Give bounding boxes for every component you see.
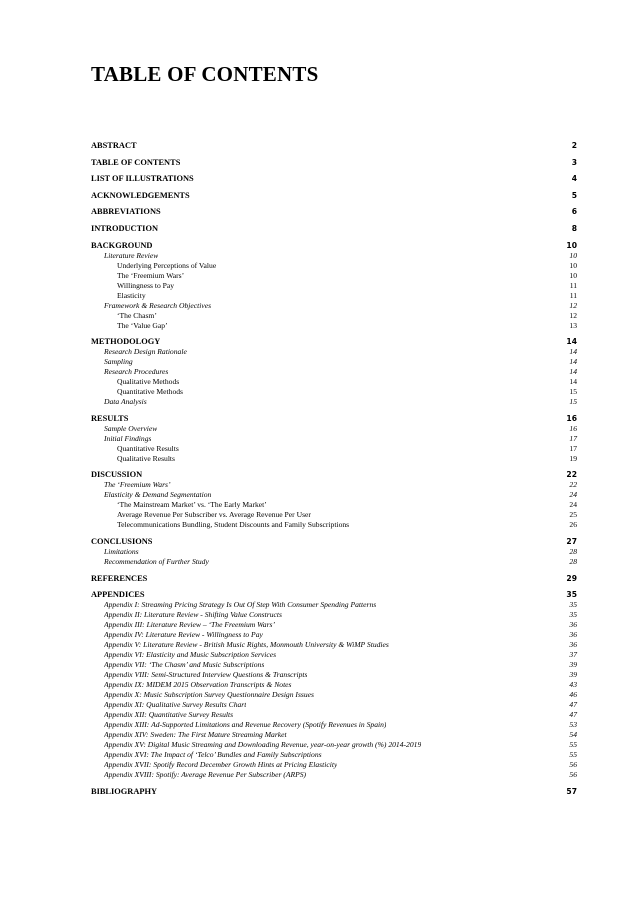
toc-entry-label: RESULTS <box>91 413 129 423</box>
toc-page-number: 10 <box>569 260 577 270</box>
toc-page-number: 55 <box>569 750 577 760</box>
toc-page-number: 10 <box>566 240 577 250</box>
toc-subsection[interactable] <box>91 357 577 367</box>
toc-entry-label: ‘The Chasm’ <box>117 310 157 320</box>
toc-entry-label: INTRODUCTION <box>91 223 159 233</box>
toc-section-heading[interactable] <box>91 469 577 480</box>
toc-entry-label: Initial Findings <box>104 433 152 443</box>
toc-entry-label: Appendix V: Literature Review - British Music Rights, Monmouth University & WiMP Studies <box>104 640 389 650</box>
toc-page-number: 4 <box>571 174 577 184</box>
toc-page-number: 39 <box>569 660 577 670</box>
toc-page-number: 10 <box>569 250 577 260</box>
toc-subsection[interactable] <box>91 600 577 610</box>
toc-page-number: 3 <box>571 157 577 167</box>
toc-section-heading[interactable] <box>91 157 577 168</box>
toc-entry-label: Average Revenue Per Subscriber vs. Average Revenue Per User <box>117 510 311 520</box>
table-of-contents <box>91 140 577 797</box>
toc-page-number: 14 <box>569 347 577 357</box>
toc-page-number: 13 <box>569 320 577 330</box>
toc-section <box>91 536 577 567</box>
toc-subsection[interactable] <box>91 640 577 650</box>
toc-page-number: 6 <box>571 207 577 217</box>
toc-subsubsection[interactable] <box>91 510 577 520</box>
toc-page-number: 16 <box>566 413 577 423</box>
toc-entry-label: Appendix VI: Elasticity and Music Subscription Services <box>104 650 277 660</box>
toc-page-number: 36 <box>569 630 577 640</box>
toc-page-number: 15 <box>569 397 577 407</box>
toc-section <box>91 223 577 234</box>
toc-page-number: 54 <box>569 730 577 740</box>
toc-subsection[interactable] <box>91 490 577 500</box>
toc-subsection[interactable] <box>91 547 577 557</box>
toc-subsubsection[interactable] <box>91 387 577 397</box>
toc-entry-label: Appendix X: Music Subscription Survey Questionnaire Design Issues <box>104 690 314 700</box>
toc-page-number: 56 <box>569 760 577 770</box>
toc-subsection[interactable] <box>91 670 577 680</box>
toc-entry-label: Telecommunications Bundling, Student Discounts and Family Subscriptions <box>117 520 350 530</box>
toc-subsection[interactable] <box>91 660 577 670</box>
toc-entry-label: Underlying Perceptions of Value <box>117 260 217 270</box>
toc-page-number: 39 <box>569 670 577 680</box>
toc-page-number: 17 <box>569 433 577 443</box>
toc-entry-label: Sampling <box>104 357 133 367</box>
toc-entry-label: Framework & Research Objectives <box>104 300 212 310</box>
toc-entry-label: Appendix XIV: Sweden: The First Mature Streaming Market <box>104 730 287 740</box>
toc-entry-label: The ‘Freemium Wars’ <box>104 480 171 490</box>
toc-entry-label: Literature Review <box>104 250 159 260</box>
toc-page-number: 11 <box>569 290 577 300</box>
toc-entry-label: Appendix XI: Qualitative Survey Results Chart <box>104 700 247 710</box>
toc-subsection[interactable] <box>91 620 577 630</box>
toc-subsubsection[interactable] <box>91 271 577 281</box>
toc-section <box>91 786 577 797</box>
toc-section-heading[interactable] <box>91 336 577 347</box>
toc-page-number: 26 <box>569 520 577 530</box>
toc-page-number: 25 <box>569 510 577 520</box>
toc-entry-label: Appendix VII: ‘The Chasm’ and Music Subscriptions <box>104 660 265 670</box>
toc-section-heading[interactable] <box>91 589 577 600</box>
toc-entry-label: LIST OF ILLUSTRATIONS <box>91 174 194 184</box>
toc-entry-label: Recommendation of Further Study <box>104 556 209 566</box>
toc-entry-label: Research Procedures <box>104 367 169 377</box>
toc-entry-label: Qualitative Results <box>117 453 175 463</box>
toc-section <box>91 173 577 184</box>
toc-page-number: 36 <box>569 620 577 630</box>
toc-entry-label: Appendix XVII: Spotify Record December Growth Hints at Pricing Elasticity <box>104 760 338 770</box>
toc-entry-label: Quantitative Methods <box>117 387 184 397</box>
toc-page-number: 28 <box>569 546 577 556</box>
toc-section <box>91 140 577 151</box>
toc-subsubsection[interactable] <box>91 261 577 271</box>
toc-section-heading[interactable] <box>91 206 577 217</box>
toc-section-heading[interactable] <box>91 573 577 584</box>
toc-entry-label: BACKGROUND <box>91 240 153 250</box>
toc-subsection[interactable] <box>91 710 577 720</box>
toc-entry-label: Appendix XII: Quantitative Survey Results <box>104 710 234 720</box>
toc-page-number: 37 <box>569 650 577 660</box>
toc-section-heading[interactable] <box>91 240 577 251</box>
toc-page-number: 12 <box>569 310 577 320</box>
toc-page-number: 14 <box>569 377 577 387</box>
toc-page-number: 15 <box>569 387 577 397</box>
toc-subsection[interactable] <box>91 730 577 740</box>
toc-subsubsection[interactable] <box>91 321 577 331</box>
toc-section <box>91 240 577 331</box>
toc-subsection[interactable] <box>91 680 577 690</box>
toc-subsection[interactable] <box>91 610 577 620</box>
toc-page-number: 46 <box>569 690 577 700</box>
toc-page-number: 55 <box>569 740 577 750</box>
toc-entry-label: BIBLIOGRAPHY <box>91 786 158 796</box>
toc-page-number: 22 <box>569 480 577 490</box>
toc-page-number: 35 <box>569 610 577 620</box>
toc-subsubsection[interactable] <box>91 281 577 291</box>
toc-subsection[interactable] <box>91 720 577 730</box>
toc-entry-label: Appendix XVI: The Impact of ‘Telco’ Bundles and Family Subscriptions <box>104 750 322 760</box>
toc-subsubsection[interactable] <box>91 444 577 454</box>
toc-entry-label: ABBREVIATIONS <box>91 207 161 217</box>
toc-entry-label: Limitations <box>104 546 139 556</box>
toc-page-number: 24 <box>569 500 577 510</box>
toc-subsection[interactable] <box>91 347 577 357</box>
toc-page-number: 35 <box>569 600 577 610</box>
toc-entry-label: Appendix VIII: Semi-Structured Interview Questions & Transcripts <box>104 670 308 680</box>
toc-subsection[interactable] <box>91 690 577 700</box>
toc-entry-label: APPENDICES <box>91 590 145 600</box>
toc-page-number: 14 <box>569 367 577 377</box>
toc-page-number: 10 <box>569 270 577 280</box>
toc-page-number: 19 <box>569 453 577 463</box>
toc-entry-label: Appendix II: Literature Review - Shifting Value Constructs <box>104 610 282 620</box>
toc-subsubsection[interactable] <box>91 291 577 301</box>
toc-page-number: 5 <box>571 190 577 200</box>
toc-subsection[interactable] <box>91 650 577 660</box>
toc-page-number: 57 <box>566 786 577 796</box>
toc-entry-label: Data Analysis <box>104 397 147 407</box>
toc-subsection[interactable] <box>91 301 577 311</box>
toc-subsection[interactable] <box>91 251 577 261</box>
toc-section <box>91 157 577 168</box>
toc-section <box>91 573 577 584</box>
toc-section <box>91 469 577 530</box>
toc-subsection[interactable] <box>91 424 577 434</box>
toc-entry-label: TABLE OF CONTENTS <box>91 157 181 167</box>
toc-section <box>91 589 577 780</box>
toc-subsection[interactable] <box>91 480 577 490</box>
toc-subsection[interactable] <box>91 397 577 407</box>
toc-entry-label: Appendix XV: Digital Music Streaming and Downloading Revenue, year-on-year growth (%) 2014-2019 <box>104 740 422 750</box>
toc-entry-label: Appendix XIII: Ad-Supported Limitations and Revenue Recovery (Spotify Revenues in Spain) <box>104 720 387 730</box>
toc-subsection[interactable] <box>91 434 577 444</box>
toc-entry-label: Qualitative Methods <box>117 377 180 387</box>
toc-section-heading[interactable] <box>91 223 577 234</box>
toc-page-number: 12 <box>569 300 577 310</box>
toc-entry-label: Willingness to Pay <box>117 280 175 290</box>
toc-section <box>91 336 577 407</box>
toc-subsubsection[interactable] <box>91 520 577 530</box>
toc-entry-label: Elasticity & Demand Segmentation <box>104 490 212 500</box>
toc-page-number: 11 <box>569 280 577 290</box>
toc-subsection[interactable] <box>91 740 577 750</box>
toc-subsection[interactable] <box>91 557 577 567</box>
toc-entry-label: CONCLUSIONS <box>91 536 153 546</box>
toc-subsection[interactable] <box>91 630 577 640</box>
toc-page-number: 28 <box>569 556 577 566</box>
toc-entry-label: ACKNOWLEDGEMENTS <box>91 190 190 200</box>
toc-entry-label: ABSTRACT <box>91 141 137 150</box>
toc-page-number: 24 <box>569 490 577 500</box>
toc-entry-label: Research Design Rationale <box>104 347 187 357</box>
toc-subsubsection[interactable] <box>91 454 577 464</box>
toc-entry-label: ‘The Mainstream Market’ vs. ‘The Early Market’ <box>117 500 267 510</box>
toc-subsection[interactable] <box>91 367 577 377</box>
toc-page-number: 22 <box>566 470 577 480</box>
toc-page-number: 17 <box>569 443 577 453</box>
toc-page-number: 27 <box>566 536 577 546</box>
toc-section-heading[interactable] <box>91 786 577 797</box>
toc-section-heading[interactable] <box>91 173 577 184</box>
toc-section-heading[interactable] <box>91 413 577 424</box>
toc-subsubsection[interactable] <box>91 500 577 510</box>
toc-page-number: 47 <box>569 710 577 720</box>
toc-page-number: 56 <box>569 770 577 780</box>
toc-page-number: 35 <box>566 590 577 600</box>
toc-entry-label: Appendix XVIII: Spotify: Average Revenue Per Subscriber (ARPS) <box>104 770 307 780</box>
toc-entry-label: The ‘Freemium Wars’ <box>117 270 185 280</box>
toc-entry-label: REFERENCES <box>91 573 148 583</box>
toc-subsection[interactable] <box>91 770 577 780</box>
toc-entry-label: METHODOLOGY <box>91 337 161 347</box>
toc-section <box>91 413 577 464</box>
toc-page-number: 16 <box>569 423 577 433</box>
page-title: TABLE OF CONTENTS <box>91 62 319 86</box>
toc-entry-label: Appendix IX: MIDEM 2015 Observation Transcripts & Notes <box>104 680 292 690</box>
toc-section-heading[interactable] <box>91 140 577 151</box>
toc-page-number: 8 <box>571 223 577 233</box>
toc-page-number: 53 <box>569 720 577 730</box>
toc-page-number: 2 <box>571 141 577 150</box>
toc-entry-label: Appendix III: Literature Review – ‘The Freemium Wars’ <box>104 620 276 630</box>
toc-subsection[interactable] <box>91 700 577 710</box>
toc-subsubsection[interactable] <box>91 311 577 321</box>
toc-entry-label: Appendix IV: Literature Review - Willingness to Pay <box>104 630 263 640</box>
toc-section <box>91 190 577 201</box>
toc-entry-label: The ‘Value Gap’ <box>117 320 168 330</box>
toc-entry-label: Appendix I: Streaming Pricing Strategy Is Out Of Step With Consumer Spending Patterns <box>104 600 377 610</box>
toc-page-number: 14 <box>566 337 577 347</box>
toc-section <box>91 206 577 217</box>
toc-entry-label: Quantitative Results <box>117 443 179 453</box>
toc-subsubsection[interactable] <box>91 377 577 387</box>
toc-section-heading[interactable] <box>91 536 577 547</box>
toc-page-number: 14 <box>569 357 577 367</box>
toc-entry-label: Sample Overview <box>104 423 158 433</box>
toc-page-number: 43 <box>569 680 577 690</box>
toc-section-heading[interactable] <box>91 190 577 201</box>
toc-page-number: 47 <box>569 700 577 710</box>
toc-subsection[interactable] <box>91 760 577 770</box>
toc-subsection[interactable] <box>91 750 577 760</box>
toc-page-number: 29 <box>566 573 577 583</box>
toc-page-number: 36 <box>569 640 577 650</box>
toc-entry-label: DISCUSSION <box>91 470 143 480</box>
toc-entry-label: Elasticity <box>117 290 146 300</box>
